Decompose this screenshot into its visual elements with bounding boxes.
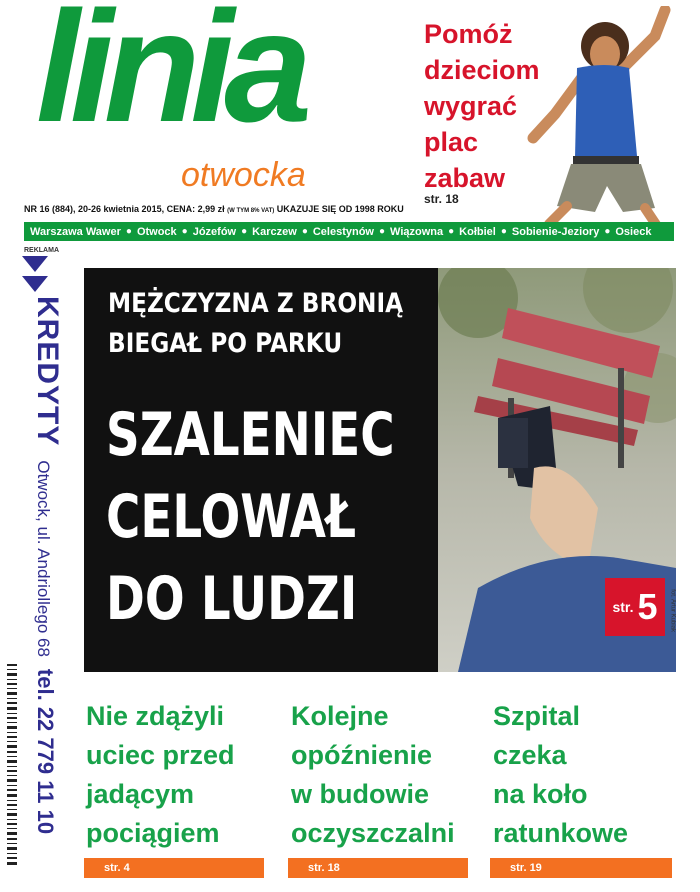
teaser-line: pociągiem <box>86 818 220 848</box>
headline-line: DO LUDZI <box>106 564 358 634</box>
masthead-logo <box>36 0 366 201</box>
issue-since: UKAZUJE SIĘ OD 1998 ROKU <box>276 204 404 214</box>
bullet-icon: ● <box>500 226 507 237</box>
bullet-icon: ● <box>448 226 455 237</box>
bullet-icon: ● <box>181 226 188 237</box>
lead-page-badge <box>605 578 665 636</box>
headline-line: SZALENIEC <box>106 400 395 470</box>
promo-page-ref: str. 18 <box>424 192 459 206</box>
teaser-line: na koło <box>493 779 588 809</box>
ad-title: KREDYTY <box>31 296 64 447</box>
teaser-line: Szpital <box>493 701 581 731</box>
town-item[interactable]: Sobienie-Jeziory <box>511 225 600 238</box>
photo-credit: fot. Artur Kubiak <box>670 589 676 632</box>
teaser-page-ref: str. 4 <box>84 858 264 878</box>
town-item[interactable]: Kołbiel <box>459 225 496 238</box>
bullet-icon: ● <box>125 226 132 237</box>
ad-phone: tel. 22 779 11 10 <box>33 668 58 835</box>
town-item[interactable]: Wiązowna <box>390 225 444 238</box>
badge-label: str. <box>612 599 634 615</box>
teaser-line: czeka <box>493 740 567 770</box>
triangle-down-icon <box>22 256 48 272</box>
teaser-line: Nie zdążyli <box>86 701 225 731</box>
promo-line: dzieciom <box>424 55 540 85</box>
town-item[interactable]: Otwock <box>136 225 177 238</box>
promo-line: Pomóż <box>424 19 513 49</box>
issue-vat: (W TYM 8% VAT) <box>227 208 275 214</box>
lead-story[interactable] <box>84 268 676 672</box>
teaser-story-2[interactable] <box>291 697 455 853</box>
town-item[interactable]: Warszawa Wawer <box>30 225 121 238</box>
triangle-down-icon <box>22 276 48 292</box>
teaser-line: jadącym <box>86 779 195 809</box>
issue-price: CENA: 2,99 zł <box>166 204 225 214</box>
headline-line: CELOWAŁ <box>106 482 357 552</box>
barcode-icon <box>6 660 18 870</box>
logo-title: linia <box>36 0 303 155</box>
promo-line: wygrać <box>424 91 518 121</box>
teaser-line: opóźnienie <box>291 740 432 770</box>
bullet-icon: ● <box>301 226 308 237</box>
lead-kicker <box>108 284 403 364</box>
jumping-boy-image <box>505 6 700 228</box>
issue-info <box>24 204 404 214</box>
kicker-line: BIEGAŁ PO PARKU <box>108 328 343 359</box>
town-item[interactable]: Celestynów <box>312 225 374 238</box>
lead-headline <box>106 394 395 640</box>
logo-subtitle: otwocka <box>181 156 306 194</box>
town-item[interactable]: Osieck <box>615 225 652 238</box>
bullet-icon: ● <box>241 226 248 237</box>
town-item[interactable]: Karczew <box>252 225 297 238</box>
teaser-story-3[interactable] <box>493 697 628 853</box>
promo-line: plac <box>424 127 479 157</box>
town-nav-bar <box>24 222 674 241</box>
teaser-line: oczyszczalni <box>291 818 455 848</box>
bullet-icon: ● <box>604 226 611 237</box>
teaser-line: uciec przed <box>86 740 235 770</box>
promo-line: zabaw <box>424 163 506 193</box>
teaser-story-1[interactable] <box>86 697 235 853</box>
teaser-line: w budowie <box>291 779 429 809</box>
bullet-icon: ● <box>379 226 386 237</box>
teaser-line: Kolejne <box>291 701 389 731</box>
teaser-line: ratunkowe <box>493 818 629 848</box>
ad-address: Otwock, ul. Andriollego 68 <box>34 460 53 657</box>
ad-label: REKLAMA <box>24 247 59 254</box>
badge-number: 5 <box>637 586 658 627</box>
teaser-page-ref: str. 18 <box>288 858 468 878</box>
ad-banner[interactable] <box>18 296 64 876</box>
kicker-line: MĘŻCZYZNA Z BRONIĄ <box>108 288 404 319</box>
town-item[interactable]: Józefów <box>192 225 237 238</box>
issue-number: NR 16 (884), 20-26 kwietnia 2015, <box>24 204 165 214</box>
teaser-page-ref: str. 19 <box>490 858 672 878</box>
